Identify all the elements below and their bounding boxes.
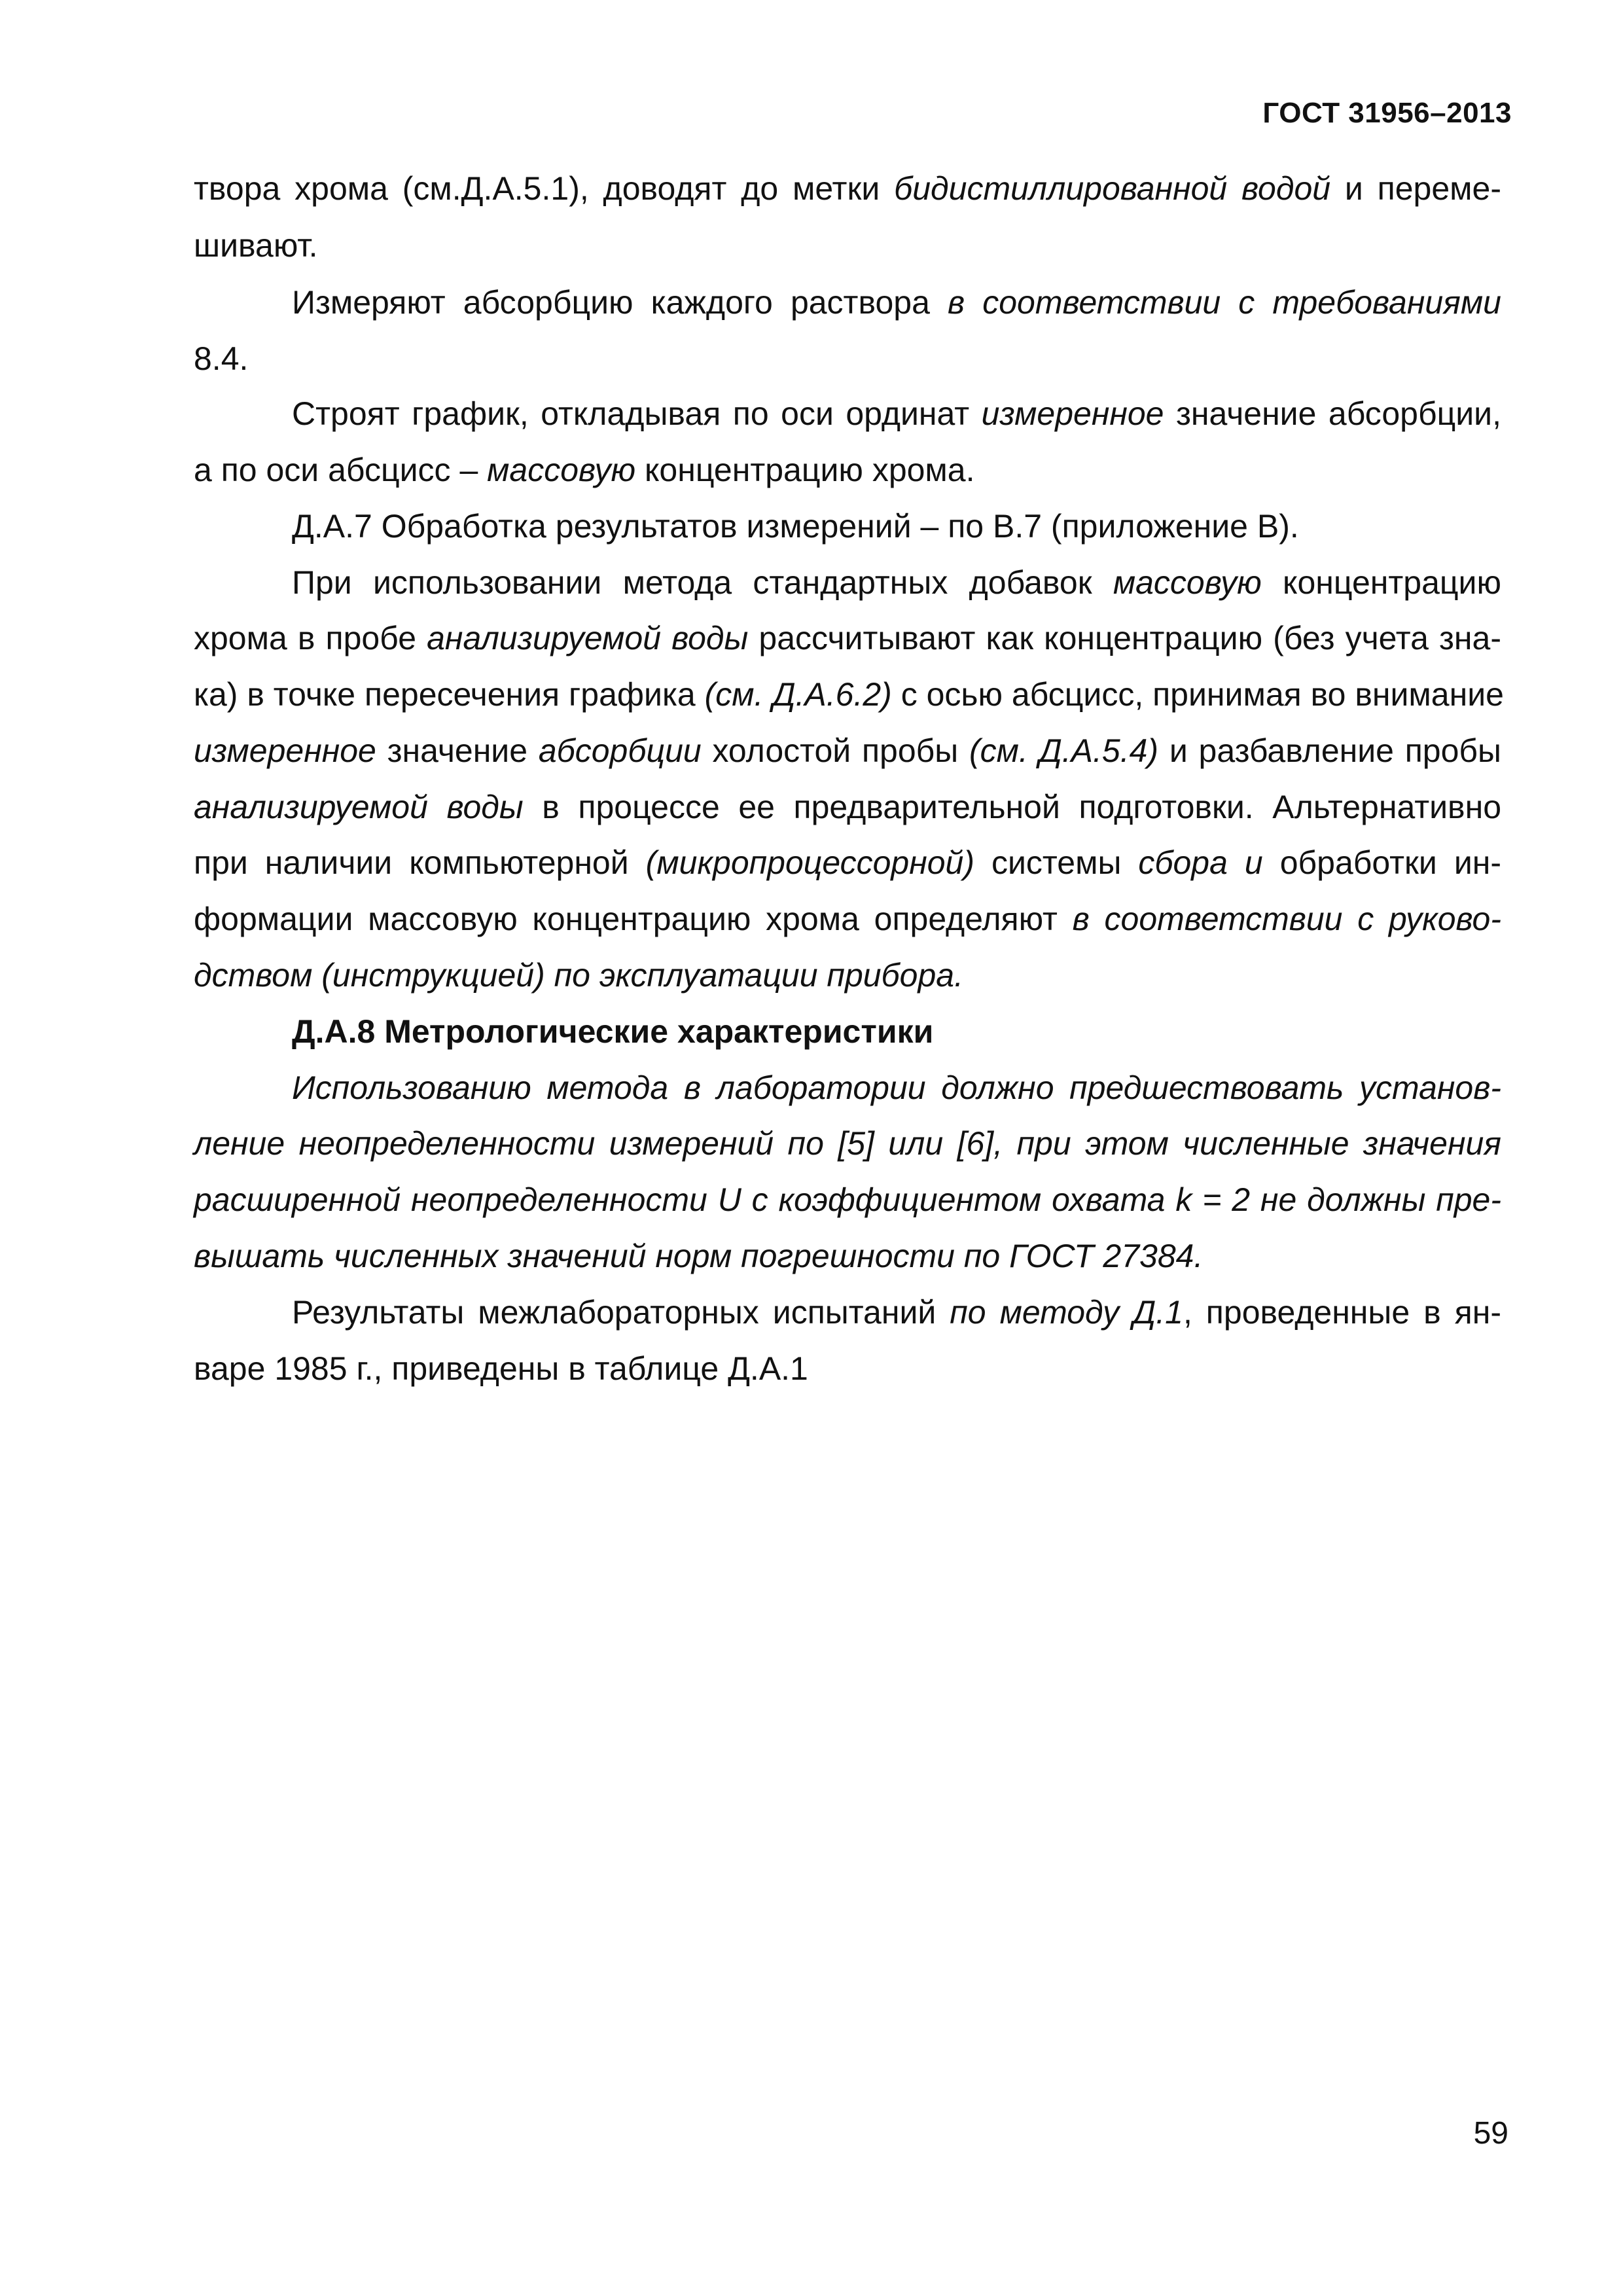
text-span: концентрацию — [1261, 564, 1501, 601]
text-line — [194, 731, 1501, 770]
text-span: с осью абсцисс, принимая во внимание — [891, 676, 1504, 713]
text-span: значение абсорбции, — [1164, 395, 1501, 432]
page-number: 59 — [1473, 2116, 1508, 2151]
text-span: Результаты межлабораторных испытаний — [292, 1294, 950, 1331]
italic-span: абсорбции — [538, 732, 702, 769]
text-span: 8.4. — [194, 340, 249, 377]
text-span: Д.А.7 Обработка результатов измерений – по В.7 (приложение В). — [292, 508, 1299, 545]
italic-span: дством (инструкцией) по эксплуатации прибора. — [194, 957, 964, 994]
text-line — [292, 394, 1501, 433]
text-span: холостой пробы — [701, 732, 969, 769]
document-code: ГОСТ 31956–2013 — [1262, 97, 1512, 129]
italic-span: измеренное — [981, 395, 1164, 432]
text-span: и разбавление пробы — [1158, 732, 1501, 769]
text-span: обработки ин- — [1262, 844, 1502, 881]
italic-span: массовую — [1113, 564, 1262, 601]
text-line — [194, 339, 1501, 378]
text-span: и переме- — [1330, 170, 1502, 207]
italic-span: расширенной неопределенности U с коэффициентом охвата k = 2 не должны пре- — [194, 1181, 1501, 1218]
text-span: , проведенные в ян- — [1183, 1294, 1501, 1331]
text-span: варе 1985 г., приведены в таблице Д.А.1 — [194, 1350, 808, 1387]
italic-span: анализируемой воды — [427, 620, 749, 656]
italic-span: анализируемой воды — [194, 789, 524, 825]
italic-span: (см. Д.А.5.4) — [969, 732, 1159, 769]
italic-span: сбора и — [1138, 844, 1263, 881]
text-span: при наличии компьютерной — [194, 844, 646, 881]
text-span: системы — [974, 844, 1139, 881]
text-span: шивают. — [194, 227, 318, 264]
italic-span: массовую — [487, 452, 636, 488]
text-span: в процессе ее предварительной подготовки. Альтернативно — [523, 789, 1501, 825]
text-line — [194, 1349, 1501, 1388]
italic-span: Использованию метода в лаборатории должно предшествовать установ- — [292, 1069, 1501, 1106]
text-line — [194, 675, 1504, 714]
text-line — [194, 619, 1501, 658]
text-line — [194, 450, 1501, 490]
text-line — [194, 1180, 1501, 1219]
italic-span: ление неопределенности измерений по [5] или [6], при этом численные значения — [194, 1125, 1501, 1162]
text-span: рассчитывают как концентрацию (без учета зна- — [748, 620, 1501, 656]
text-line — [292, 507, 1501, 546]
text-line — [194, 787, 1501, 827]
text-span: При использовании метода стандартных добавок — [292, 564, 1113, 601]
text-line — [194, 226, 1501, 265]
heading-text: Д.А.8 Метрологические характеристики — [292, 1013, 934, 1050]
italic-span: в соответствии с требованиями — [948, 284, 1501, 321]
text-line — [292, 283, 1501, 322]
text-span: Измеряют абсорбцию каждого раствора — [292, 284, 948, 321]
text-line — [194, 1236, 1501, 1276]
italic-span: (микропроцессорной) — [645, 844, 974, 881]
italic-span: (см. Д.А.6.2) — [704, 676, 892, 713]
text-span: хрома в пробе — [194, 620, 427, 656]
text-span: твора хрома (см.Д.А.5.1), доводят до метки — [194, 170, 895, 207]
text-line — [292, 1068, 1501, 1107]
text-span: формации массовую концентрацию хрома определяют — [194, 901, 1073, 937]
text-line — [194, 169, 1501, 208]
text-span: Строят график, откладывая по оси ординат — [292, 395, 982, 432]
text-line — [194, 843, 1501, 882]
italic-span: измеренное — [194, 732, 376, 769]
text-line — [194, 1124, 1501, 1163]
text-line — [292, 563, 1501, 602]
text-line — [194, 956, 1501, 995]
section-heading — [292, 1012, 1501, 1051]
text-span: ка) в точке пересечения графика — [194, 676, 705, 713]
text-span: значение — [376, 732, 539, 769]
text-line — [292, 1293, 1501, 1332]
italic-span: по методу Д.1 — [950, 1294, 1183, 1331]
italic-span: вышать численных значений норм погрешности по ГОСТ 27384. — [194, 1238, 1204, 1274]
text-line — [194, 899, 1501, 939]
text-span: концентрацию хрома. — [635, 452, 975, 488]
italic-span: в соответствии с руково- — [1072, 901, 1501, 937]
text-span: а по оси абсцисс – — [194, 452, 488, 488]
italic-span: бидистиллированной водой — [894, 170, 1331, 207]
